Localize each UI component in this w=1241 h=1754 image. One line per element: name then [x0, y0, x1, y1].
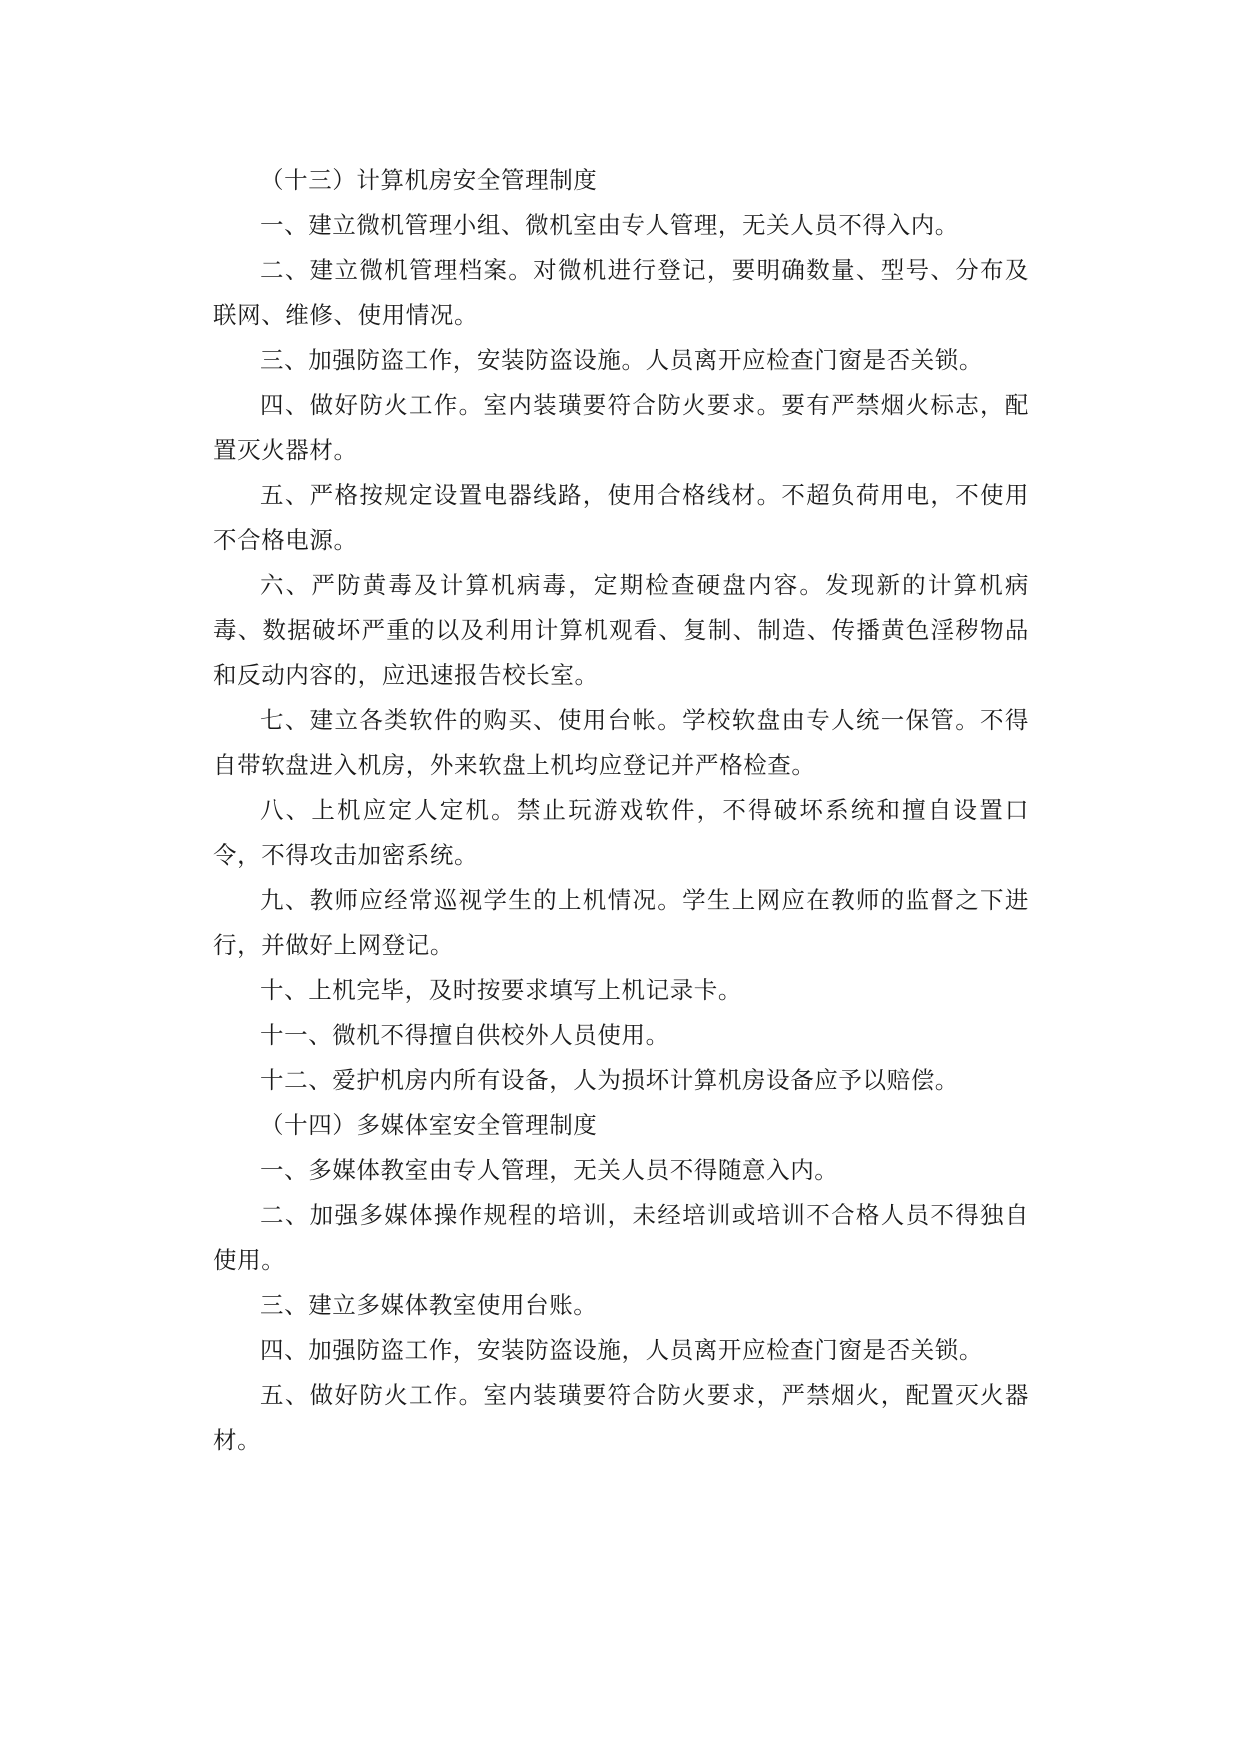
- section-14-item-1: 一、多媒体教室由专人管理，无关人员不得随意入内。: [260, 1156, 839, 1184]
- section-13-item-6: 六、严防黄毒及计算机病毒，定期检查硬盘内容。发现新的计算机病毒、数据破坏严重的以及利用计算机观看、复制、制造、传播黄色淫秽物品和反动内容的，应迅速报告校长室。: [213, 571, 1029, 689]
- section-14-item-5: 五、做好防火工作。室内装璜要符合防火要求，严禁烟火，配置灭火器材。: [213, 1381, 1029, 1454]
- section-13-item-12: 十二、爱护机房内所有设备，人为损坏计算机房设备应予以赔偿。: [260, 1066, 959, 1094]
- section-13-item-7: 七、建立各类软件的购买、使用台帐。学校软盘由专人统一保管。不得自带软盘进入机房，外来软盘上机均应登记并严格检查。: [213, 706, 1029, 779]
- section-14-item-2: 二、加强多媒体操作规程的培训，未经培训或培训不合格人员不得独自使用。: [213, 1201, 1029, 1274]
- section-13-item-9: 九、教师应经常巡视学生的上机情况。学生上网应在教师的监督之下进行，并做好上网登记。: [213, 886, 1029, 959]
- section-13-item-5: 五、严格按规定设置电器线路，使用合格线材。不超负荷用电，不使用不合格电源。: [213, 481, 1029, 554]
- section-13-item-8: 八、上机应定人定机。禁止玩游戏软件，不得破坏系统和擅自设置口令，不得攻击加密系统。: [213, 796, 1029, 869]
- section-13-item-1: 一、建立微机管理小组、微机室由专人管理，无关人员不得入内。: [260, 211, 959, 239]
- document-body: [213, 158, 1029, 1463]
- section-14-title: （十四）多媒体室安全管理制度: [260, 1111, 598, 1139]
- section-13-item-4: 四、做好防火工作。室内装璜要符合防火要求。要有严禁烟火标志，配置灭火器材。: [213, 391, 1029, 464]
- section-13-item-11: 十一、微机不得擅自供校外人员使用。: [260, 1021, 670, 1049]
- section-14-item-3: 三、建立多媒体教室使用台账。: [260, 1291, 598, 1319]
- section-13-item-2: 二、建立微机管理档案。对微机进行登记，要明确数量、型号、分布及联网、维修、使用情况。: [213, 256, 1029, 329]
- section-14-item-4: 四、加强防盗工作，安装防盗设施，人员离开应检查门窗是否关锁。: [260, 1336, 983, 1364]
- section-13-title: （十三）计算机房安全管理制度: [260, 166, 598, 194]
- section-13-item-3: 三、加强防盗工作，安装防盗设施。人员离开应检查门窗是否关锁。: [260, 346, 983, 374]
- section-13-item-10: 十、上机完毕，及时按要求填写上机记录卡。: [260, 976, 742, 1004]
